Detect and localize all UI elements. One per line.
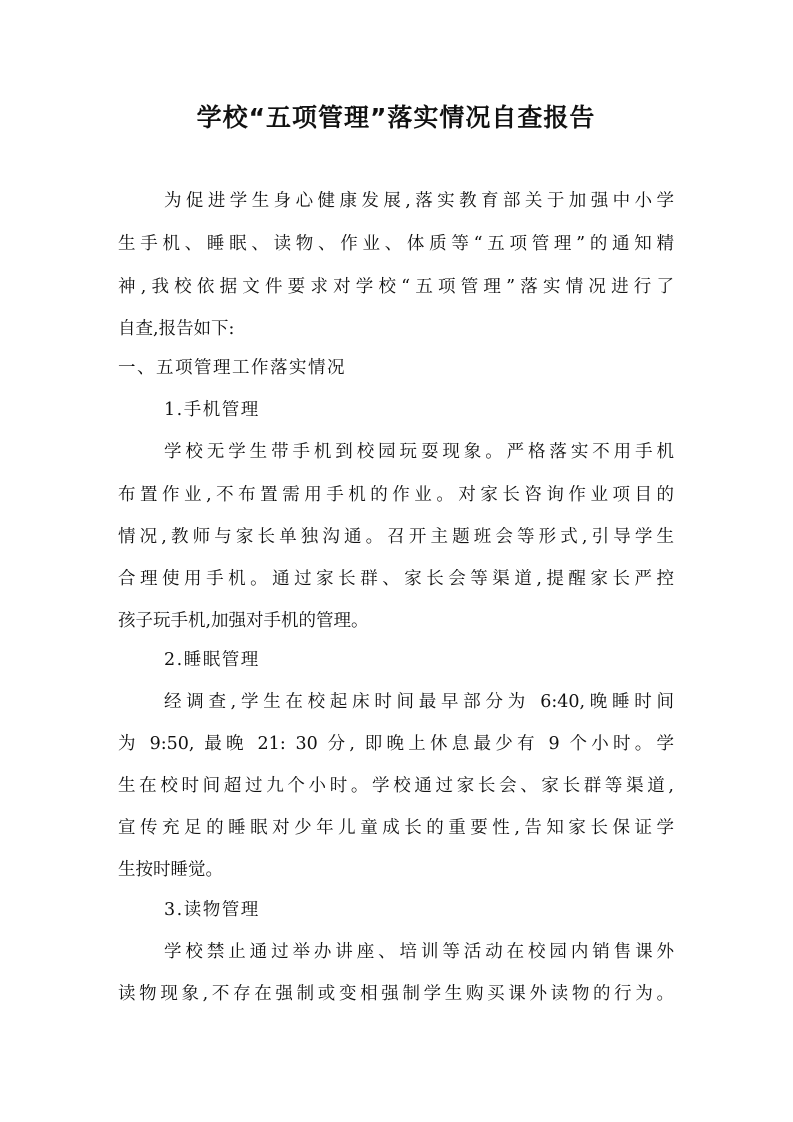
paragraph-line: 生按时睡觉。 (118, 860, 223, 880)
intro-line: 生手机、睡眠、读物、作业、体质等“五项管理”的通知精 (118, 234, 674, 254)
paragraph-line: 学校禁止通过举办讲座、培训等活动在校园内销售课外 (164, 942, 674, 962)
paragraph-line: 情况,教师与家长单独沟通。召开主题班会等形式,引导学生 (118, 527, 674, 547)
paragraph-line: 经调查,学生在校起床时间最早部分为 6:40,晚睡时间 (164, 692, 674, 712)
section-heading: 一、五项管理工作落实情况 (118, 358, 346, 378)
intro-line: 为促进学生身心健康发展,落实教育部关于加强中小学 (164, 191, 674, 211)
paragraph-line: 孩子玩手机,加强对手机的管理。 (118, 611, 369, 631)
paragraph-line: 为 9:50, 最晚 21: 30 分, 即晚上休息最少有 9 个小时。学 (118, 734, 674, 754)
paragraph-line: 宣传充足的睡眠对少年儿童成长的重要性,告知家长保证学 (118, 818, 674, 838)
subsection-label-sleep: 2.睡眠管理 (164, 650, 260, 670)
paragraph-line: 读物现象,不存在强制或变相强制学生购买课外读物的行为。 (118, 984, 674, 1004)
paragraph-line: 生在校时间超过九个小时。学校通过家长会、家长群等渠道, (118, 776, 674, 796)
subsection-label-phone: 1.手机管理 (164, 400, 260, 420)
intro-line: 自查,报告如下: (118, 319, 235, 339)
intro-line: 神,我校依据文件要求对学校“五项管理”落实情况进行了 (118, 277, 674, 297)
paragraph-line: 学校无学生带手机到校园玩耍现象。严格落实不用手机 (164, 442, 674, 462)
subsection-label-reading: 3.读物管理 (164, 900, 260, 920)
paragraph-line: 布置作业,不布置需用手机的作业。对家长咨询作业项目的 (118, 485, 674, 505)
paragraph-line: 合理使用手机。通过家长群、家长会等渠道,提醒家长严控 (118, 569, 674, 589)
document-title: 学校“五项管理”落实情况自查报告 (196, 103, 596, 132)
